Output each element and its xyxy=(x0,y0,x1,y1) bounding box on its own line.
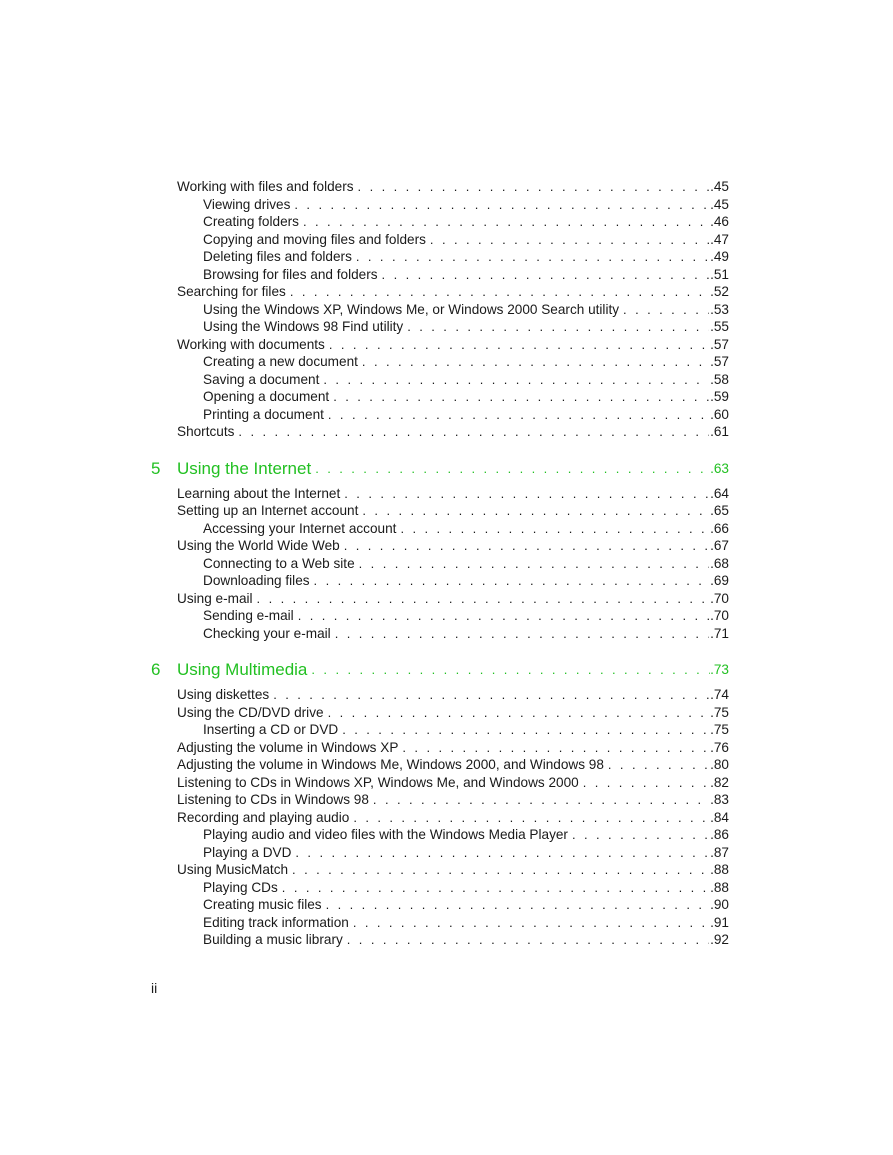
chapter-title: Using Multimedia xyxy=(177,660,308,679)
toc-entry-page-number: .90 xyxy=(710,897,729,912)
toc-entry[interactable] xyxy=(177,371,729,389)
toc-entry-page-number: .45 xyxy=(710,179,729,194)
dot-leader xyxy=(333,388,709,406)
toc-entry[interactable] xyxy=(177,406,729,424)
dot-leader xyxy=(353,914,709,932)
toc-entry[interactable] xyxy=(177,555,729,573)
toc-entry[interactable] xyxy=(177,607,729,625)
toc-entry-page-number: .59 xyxy=(710,389,729,404)
chapter-number: 6 xyxy=(151,660,161,679)
dot-leader xyxy=(623,301,709,319)
toc-section-files xyxy=(177,178,729,441)
toc-entry-page-number: .60 xyxy=(710,406,729,422)
dot-leader xyxy=(358,178,710,196)
toc-entry-title: Using e-mail xyxy=(177,590,253,606)
toc-entry-title: Shortcuts xyxy=(177,424,235,439)
toc-entry[interactable] xyxy=(177,336,729,354)
toc-entry-page-number: .91 xyxy=(710,914,729,930)
chapter-title: Using the Internet xyxy=(177,458,312,478)
dot-leader xyxy=(315,457,710,481)
toc-entry-page-number: .92 xyxy=(710,932,729,947)
toc-entry-page-number: .70 xyxy=(710,590,729,606)
toc-entry-page-number: .51 xyxy=(710,266,729,282)
toc-entry-page-number: .47 xyxy=(710,231,729,247)
dot-leader xyxy=(298,607,709,625)
toc-entry-page-number: .49 xyxy=(710,249,729,264)
toc-entry[interactable] xyxy=(177,844,729,862)
toc-section-internet xyxy=(177,485,729,643)
dot-leader xyxy=(314,572,710,590)
toc-section-multimedia xyxy=(177,686,729,949)
toc-entry-title: Playing CDs xyxy=(203,879,278,895)
dot-leader xyxy=(382,266,710,284)
toc-entry-page-number: .76 xyxy=(710,739,729,755)
toc-entry-page-number: .75 xyxy=(710,722,729,737)
toc-entry[interactable] xyxy=(177,826,729,844)
chapter-heading-5[interactable] xyxy=(151,457,729,481)
toc-entry-title: Inserting a CD or DVD xyxy=(203,722,339,737)
toc-entry[interactable] xyxy=(177,423,729,441)
toc-entry-page-number: .70 xyxy=(710,608,729,623)
page-folio: ii xyxy=(151,980,158,996)
toc-entry-title: Accessing your Internet account xyxy=(203,520,397,536)
toc-entry-page-number: .46 xyxy=(710,214,729,229)
toc-entry-page-number: .82 xyxy=(710,774,729,790)
toc-entry-title: Listening to CDs in Windows 98 xyxy=(177,792,369,807)
dot-leader xyxy=(238,423,709,441)
chapter-page-number: .73 xyxy=(710,662,729,677)
dot-leader xyxy=(362,353,709,371)
toc-entry[interactable] xyxy=(177,572,729,590)
dot-leader xyxy=(290,283,709,301)
chapter-page-number: .63 xyxy=(710,460,729,476)
dot-leader xyxy=(292,861,709,879)
toc-entry[interactable] xyxy=(177,914,729,932)
toc-entry-page-number: .88 xyxy=(710,862,729,877)
dot-leader xyxy=(257,590,710,608)
toc-entry-title: Recording and playing audio xyxy=(177,809,350,825)
toc-entry-page-number: .83 xyxy=(710,792,729,807)
toc-entry[interactable] xyxy=(177,704,729,722)
toc-entry-title: Searching for files xyxy=(177,284,286,299)
toc-entry-title: Browsing for files and folders xyxy=(203,266,378,282)
toc-entry[interactable] xyxy=(177,861,729,879)
toc-entry-title: Learning about the Internet xyxy=(177,485,341,501)
toc-entry-title: Sending e-mail xyxy=(203,608,294,623)
toc-entry-page-number: .80 xyxy=(710,757,729,772)
toc-entry-title: Using the Windows XP, Windows Me, or Windows 2000 Search utility xyxy=(203,301,620,317)
toc-entry-page-number: .75 xyxy=(710,704,729,720)
toc-entry-page-number: .57 xyxy=(710,336,729,352)
toc-entry-page-number: .69 xyxy=(710,573,729,588)
dot-leader xyxy=(400,520,709,538)
toc-entry[interactable] xyxy=(177,318,729,336)
toc-entry[interactable] xyxy=(177,248,729,266)
toc-entry-title: Checking your e-mail xyxy=(203,625,331,641)
dot-leader xyxy=(303,213,709,231)
dot-leader xyxy=(329,336,709,354)
toc-entry[interactable] xyxy=(177,931,729,949)
toc-entry[interactable] xyxy=(177,283,729,301)
dot-leader xyxy=(373,791,709,809)
toc-entry-page-number: .66 xyxy=(710,520,729,536)
chapter-number: 5 xyxy=(151,458,161,478)
toc-entry-page-number: .68 xyxy=(710,555,729,571)
toc-entry-page-number: .64 xyxy=(710,485,729,501)
dot-leader xyxy=(407,318,709,336)
toc-entry-title: Adjusting the volume in Windows XP xyxy=(177,739,399,755)
toc-entry-title: Listening to CDs in Windows XP, Windows Me, and Windows 2000 xyxy=(177,774,579,790)
toc-entry-title: Editing track information xyxy=(203,914,349,930)
toc-entry-title: Using MusicMatch xyxy=(177,862,289,877)
toc-entry-title: Saving a document xyxy=(203,371,320,387)
dot-leader xyxy=(328,406,709,424)
toc-entry-page-number: .71 xyxy=(710,625,729,641)
toc-entry-page-number: .87 xyxy=(710,844,729,860)
dot-leader xyxy=(359,555,709,573)
toc-entry[interactable] xyxy=(177,896,729,914)
toc-entry-title: Using diskettes xyxy=(177,687,270,702)
toc-entry-page-number: .67 xyxy=(710,538,729,553)
table-of-contents xyxy=(151,178,729,949)
toc-entry-title: Printing a document xyxy=(203,406,324,422)
toc-entry[interactable] xyxy=(177,791,729,809)
toc-entry-title: Using the CD/DVD drive xyxy=(177,704,324,720)
toc-entry[interactable] xyxy=(177,625,729,643)
dot-leader xyxy=(335,625,709,643)
dot-leader xyxy=(430,231,709,249)
toc-entry-page-number: .74 xyxy=(710,687,729,702)
toc-entry-title: Creating folders xyxy=(203,214,299,229)
toc-entry-page-number: .84 xyxy=(710,809,729,825)
toc-entry-title: Using the World Wide Web xyxy=(177,538,340,553)
toc-entry-page-number: .61 xyxy=(710,424,729,439)
toc-entry-page-number: .86 xyxy=(710,827,729,842)
toc-entry[interactable] xyxy=(177,721,729,739)
toc-entry-title: Connecting to a Web site xyxy=(203,555,355,571)
toc-entry[interactable] xyxy=(177,231,729,249)
dot-leader xyxy=(344,485,709,503)
toc-entry-title: Working with documents xyxy=(177,336,325,352)
toc-entry-title: Viewing drives xyxy=(203,196,291,212)
toc-entry-title: Playing a DVD xyxy=(203,844,292,860)
toc-entry[interactable] xyxy=(177,301,729,319)
chapter-heading-6[interactable] xyxy=(151,658,729,682)
toc-entry-title: Adjusting the volume in Windows Me, Windows 2000, and Windows 98 xyxy=(177,757,604,772)
toc-entry-page-number: .53 xyxy=(710,301,729,317)
toc-entry-page-number: .88 xyxy=(710,879,729,895)
dot-leader xyxy=(347,931,709,949)
dot-leader xyxy=(353,809,709,827)
dot-leader xyxy=(344,537,709,555)
toc-entry-page-number: .55 xyxy=(710,319,729,334)
toc-entry-title: Deleting files and folders xyxy=(203,249,352,264)
dot-leader xyxy=(294,196,709,214)
toc-entry[interactable] xyxy=(177,485,729,503)
dot-leader xyxy=(583,774,709,792)
dot-leader xyxy=(328,704,710,722)
toc-entry-title: Downloading files xyxy=(203,573,310,588)
dot-leader xyxy=(326,896,709,914)
dot-leader xyxy=(295,844,709,862)
toc-entry-title: Building a music library xyxy=(203,932,343,947)
toc-entry[interactable] xyxy=(177,388,729,406)
toc-entry[interactable] xyxy=(177,686,729,704)
dot-leader xyxy=(342,721,709,739)
dot-leader xyxy=(402,739,709,757)
dot-leader xyxy=(311,658,710,682)
toc-entry[interactable] xyxy=(177,590,729,608)
toc-entry-title: Working with files and folders xyxy=(177,179,354,194)
toc-entry[interactable] xyxy=(177,739,729,757)
toc-entry-page-number: .52 xyxy=(710,284,729,299)
toc-entry[interactable] xyxy=(177,196,729,214)
toc-entry-title: Creating music files xyxy=(203,897,322,912)
toc-entry-page-number: .65 xyxy=(710,503,729,518)
toc-entry-title: Setting up an Internet account xyxy=(177,503,359,518)
toc-entry[interactable] xyxy=(177,879,729,897)
dot-leader xyxy=(572,826,709,844)
toc-entry-title: Creating a new document xyxy=(203,354,358,369)
dot-leader xyxy=(282,879,709,897)
toc-entry-page-number: .45 xyxy=(710,196,729,212)
toc-entry[interactable] xyxy=(177,809,729,827)
toc-entry[interactable] xyxy=(177,537,729,555)
toc-entry-page-number: .57 xyxy=(710,354,729,369)
dot-leader xyxy=(362,502,709,520)
toc-entry[interactable] xyxy=(177,266,729,284)
toc-entry[interactable] xyxy=(177,520,729,538)
toc-entry[interactable] xyxy=(177,213,729,231)
toc-entry[interactable] xyxy=(177,502,729,520)
toc-entry[interactable] xyxy=(177,178,729,196)
dot-leader xyxy=(356,248,709,266)
dot-leader xyxy=(273,686,709,704)
toc-entry-title: Opening a document xyxy=(203,389,330,404)
toc-entry[interactable] xyxy=(177,353,729,371)
toc-entry[interactable] xyxy=(177,756,729,774)
dot-leader xyxy=(608,756,709,774)
toc-entry-title: Using the Windows 98 Find utility xyxy=(203,319,404,334)
toc-entry-page-number: .58 xyxy=(710,371,729,387)
toc-entry[interactable] xyxy=(177,774,729,792)
toc-entry-title: Playing audio and video files with the Windows Media Player xyxy=(203,827,568,842)
dot-leader xyxy=(323,371,709,389)
toc-entry-title: Copying and moving files and folders xyxy=(203,231,426,247)
